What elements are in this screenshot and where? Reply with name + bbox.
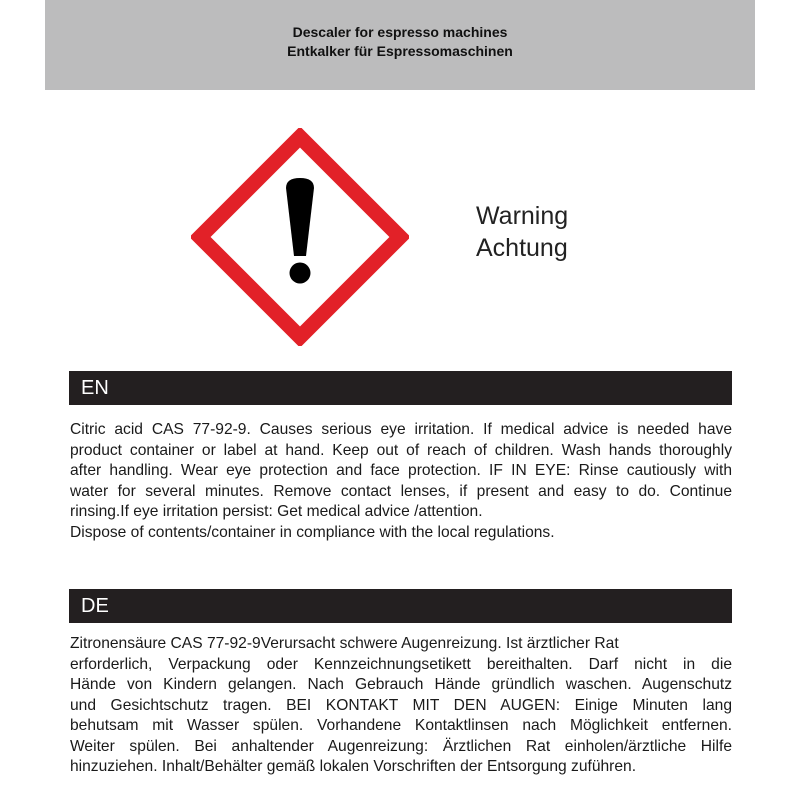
text-line: hinzuziehen. Inhalt/Behälter gemäß lokalen Vorschriften der Entsorgung zuführen. bbox=[70, 758, 637, 775]
hazard-text-de bbox=[70, 634, 732, 778]
text-line: after handling. Wear eye protection and face protection. IF IN EYE: Rinse cautiously with bbox=[70, 462, 732, 479]
section-header-de bbox=[69, 589, 732, 623]
product-title-de: Entkalker für Espressomaschinen bbox=[287, 43, 513, 59]
section-label-en: EN bbox=[81, 377, 109, 399]
text-line: behutsam mit Wasser spülen. Vorhandene Kontaktlinsen nach Möglichkeit entfernen. bbox=[70, 717, 732, 734]
text-line: Hände von Kindern gelangen. Nach Gebrauch Hände gründlich waschen. Augenschutz bbox=[70, 676, 732, 693]
text-line: erforderlich, Verpackung oder Kennzeichnungsetikett bereithalten. Darf nicht in die bbox=[70, 655, 732, 673]
section-label-de: DE bbox=[81, 595, 109, 617]
signal-word-en: Warning bbox=[476, 202, 569, 230]
signal-word bbox=[476, 200, 568, 264]
text-line: Weiter spülen. Bei anhaltender Augenreizung: Ärztlichen Rat einholen/ärztliche Hilfe bbox=[70, 737, 732, 755]
label-header bbox=[45, 0, 755, 90]
hazard-text-en bbox=[70, 420, 732, 543]
text-line: und Gesichtschutz tragen. BEI KONTAKT MIT DEN AUGEN: Einige Minuten lang bbox=[70, 696, 732, 714]
text-line: water for several minutes. Remove contact lenses, if present and easy to do. Continue bbox=[70, 482, 732, 500]
text-line: Dispose of contents/container in compliance with the local regulations. bbox=[70, 523, 555, 541]
text-line: rinsing.If eye irritation persist: Get medical advice /attention. bbox=[70, 503, 483, 520]
ghs07-exclamation-mark-icon bbox=[191, 128, 409, 346]
text-line: product container or label at hand. Keep out of reach of children. Wash hands thoroughly bbox=[70, 441, 732, 459]
section-header-en bbox=[69, 371, 732, 405]
signal-word-de: Achtung bbox=[476, 234, 568, 262]
text-line: Citric acid CAS 77-92-9. Causes serious eye irritation. If medical advice is needed have bbox=[70, 421, 732, 438]
text-line: Zitronensäure CAS 77-92-9Verursacht schwere Augenreizung. Ist ärztlicher Rat bbox=[70, 635, 619, 652]
product-title-en: Descaler for espresso machines bbox=[292, 24, 508, 40]
